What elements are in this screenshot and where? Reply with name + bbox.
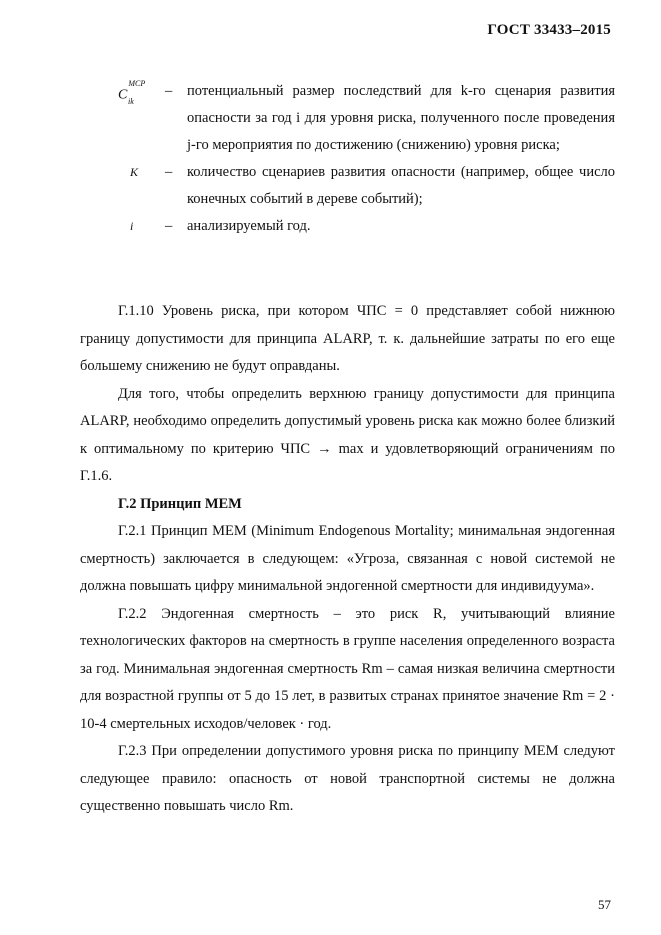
document-body xyxy=(80,298,615,821)
definition-dash: – xyxy=(165,164,173,180)
paragraph-g-1-10: Г.1.10 Уровень риска, при котором ЧПС = 0 представляет собой нижнюю границу допустимости для принципа ALARP, т. к. дальнейшие затраты по его еще большему снижению не будут оправданы. xyxy=(80,303,615,374)
document-standard-header: ГОСТ 33433–2015 xyxy=(487,22,611,38)
symbol-c-mcp-ik: $C^{MCP}$ ik xyxy=(118,79,146,106)
definition-row: i – анализируемый год. xyxy=(80,213,615,240)
definition-dash: – xyxy=(165,83,173,99)
paragraph-g-2-2: Г.2.2 Эндогенная смертность – это риск R, учитывающий влияние технологических факторов на смертность в группе населения определенного возраста за год. Минимальная эндогенная смертность Rm – самая низкая величина смертности для возрастной группы от 5 до 15 лет, в развитых странах принятое значение Rm = 2 · 10-4 смертельных исходов/человек · год. xyxy=(80,605,615,732)
definition-row xyxy=(80,78,615,159)
paragraph-alarp-upper-bound: Для того, чтобы определить верхнюю границу допустимости для принципа ALARP, необходимо определить допустимый уровень риска как можно более близкий к оптимальному по критерию ЧПС → max и удовлетворяющий ограничениям по Г.1.6. xyxy=(80,385,615,484)
page-number: 57 xyxy=(598,897,611,912)
section-title-mem: Г.2 Принцип MEM xyxy=(118,495,242,512)
definition-text: анализируемый год. xyxy=(187,218,311,234)
paragraph-g-2-1: Г.2.1 Принцип MEM (Minimum Endogenous Mortality; минимальная эндогенная смертность) заключается в следующем: «Угроза, связанная с новой системой не должна повышать цифру минимальной эндогенной смертности для индивидуума». xyxy=(80,523,615,594)
definition-dash: – xyxy=(165,218,173,234)
paragraph-g-2-3: Г.2.3 При определении допустимого уровня риска по принципу MEM следуют следующее правило: опасность от новой транспортной системы не должна существенно повышать число Rm. xyxy=(80,743,615,814)
definitions-list xyxy=(80,78,615,240)
definition-row: K – количество сценариев развития опасности (например, общее число конечных событий в дереве событий); xyxy=(80,159,615,213)
definition-text: количество сценариев развития опасности (например, общее число конечных событий в дереве событий); xyxy=(187,164,615,207)
definition-text: потенциальный размер последствий для k-го сценария развития опасности за год i для уровня риска, полученного после проведения j-го мероприятия по достижению (снижению) уровня риска; xyxy=(187,83,615,153)
